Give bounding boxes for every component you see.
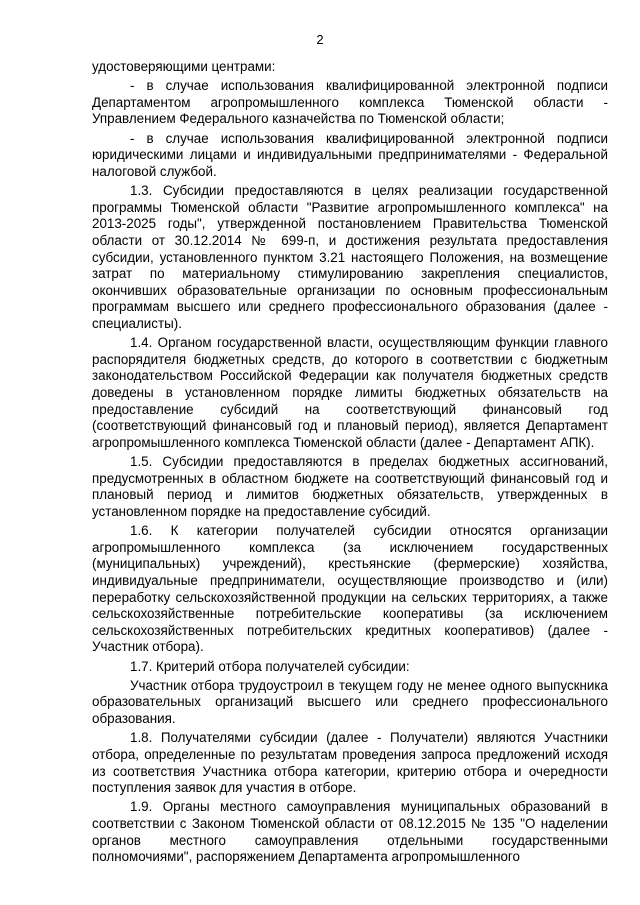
paragraph-1-4: 1.4. Органом государственной власти, осуществляющим функции главного распорядителя бюджетных средств, до которого в соответствии с бюджетным законодательством Российской Федерации как получателя бюджетных средств доведены в установленном порядке лимиты бюджетных обязательств на предоставление субсидий на соответствующий финансовый год (соответствующий финансовый год и плановый период), является Департамент агропромышленного комплекса Тюменской области (далее - Департамент АПК). xyxy=(92,335,608,450)
paragraph-1-3: 1.3. Субсидии предоставляются в целях реализации государственной программы Тюменской области "Развитие агропромышленного комплекса" на 2013-2025 годы", утвержденной постановлением Правительства Тюменской области от 30.12.2014 № 699-п, и достижения результата предоставления субсидии, установленного пунктом 3.21 настоящего Положения, на возмещение затрат по материальному стимулированию закрепления специалистов, окончивших образовательные организации по основным профессиональным программам высшего или среднего профессионального образования (далее - специалисты). xyxy=(92,183,608,331)
paragraph-1-6: 1.6. К категории получателей субсидии относятся организации агропромышленного комплекса (за исключением государственных (муниципальных) учреждений), крестьянские (фермерские) хозяйства, индивидуальные предприниматели, осуществляющие производство и (или) переработку сельскохозяйственной продукции на сельских территориях, а также сельскохозяйственные потребительские кооперативы (за исключением сельскохозяйственных потребительских кредитных кооперативов) (далее - Участник отбора). xyxy=(92,523,608,655)
document-body xyxy=(92,59,608,868)
paragraph-continuation: удостоверяющими центрами: xyxy=(92,59,276,74)
paragraph-1-5: 1.5. Субсидии предоставляются в пределах бюджетных ассигнований, предусмотренных в областном бюджете на соответствующий финансовый год и плановый период и лимитов бюджетных обязательств, утвержденных в установленном порядке на предоставление субсидий. xyxy=(92,454,608,519)
paragraph-bullet-tax-service: - в случае использования квалифицированной электронной подписи юридическими лицами и индивидуальными предпринимателями - Федеральной налоговой службой. xyxy=(92,130,608,179)
paragraph-1-7-criterion: Участник отбора трудоустроил в текущем году не менее одного выпускника образовательных организаций высшего или среднего профессионального образования. xyxy=(92,677,608,727)
paragraph-bullet-treasury: - в случае использования квалифицированной электронной подписи Департаментом агропромышленного комплекса Тюменской области - Управлением Федерального казначейства по Тюменской области; xyxy=(92,78,608,127)
paragraph-1-9: 1.9. Органы местного самоуправления муниципальных образований в соответствии с Законом Тюменской области от 08.12.2015 № 135 "О наделении органов местного самоуправления отдельными государственными полномочиями", распоряжением Департамента агропромышленного xyxy=(92,799,608,865)
paragraph-1-7: 1.7. Критерий отбора получателей субсидии: xyxy=(130,658,410,674)
page-number: 2 xyxy=(316,32,324,47)
paragraph-1-8: 1.8. Получателями субсидии (далее - Получатели) являются Участники отбора, определенные по результатам проведения запроса предложений исходя из соответствия Участника отбора категории, критерию отбора и очередности поступления заявок для участия в отборе. xyxy=(92,730,608,796)
